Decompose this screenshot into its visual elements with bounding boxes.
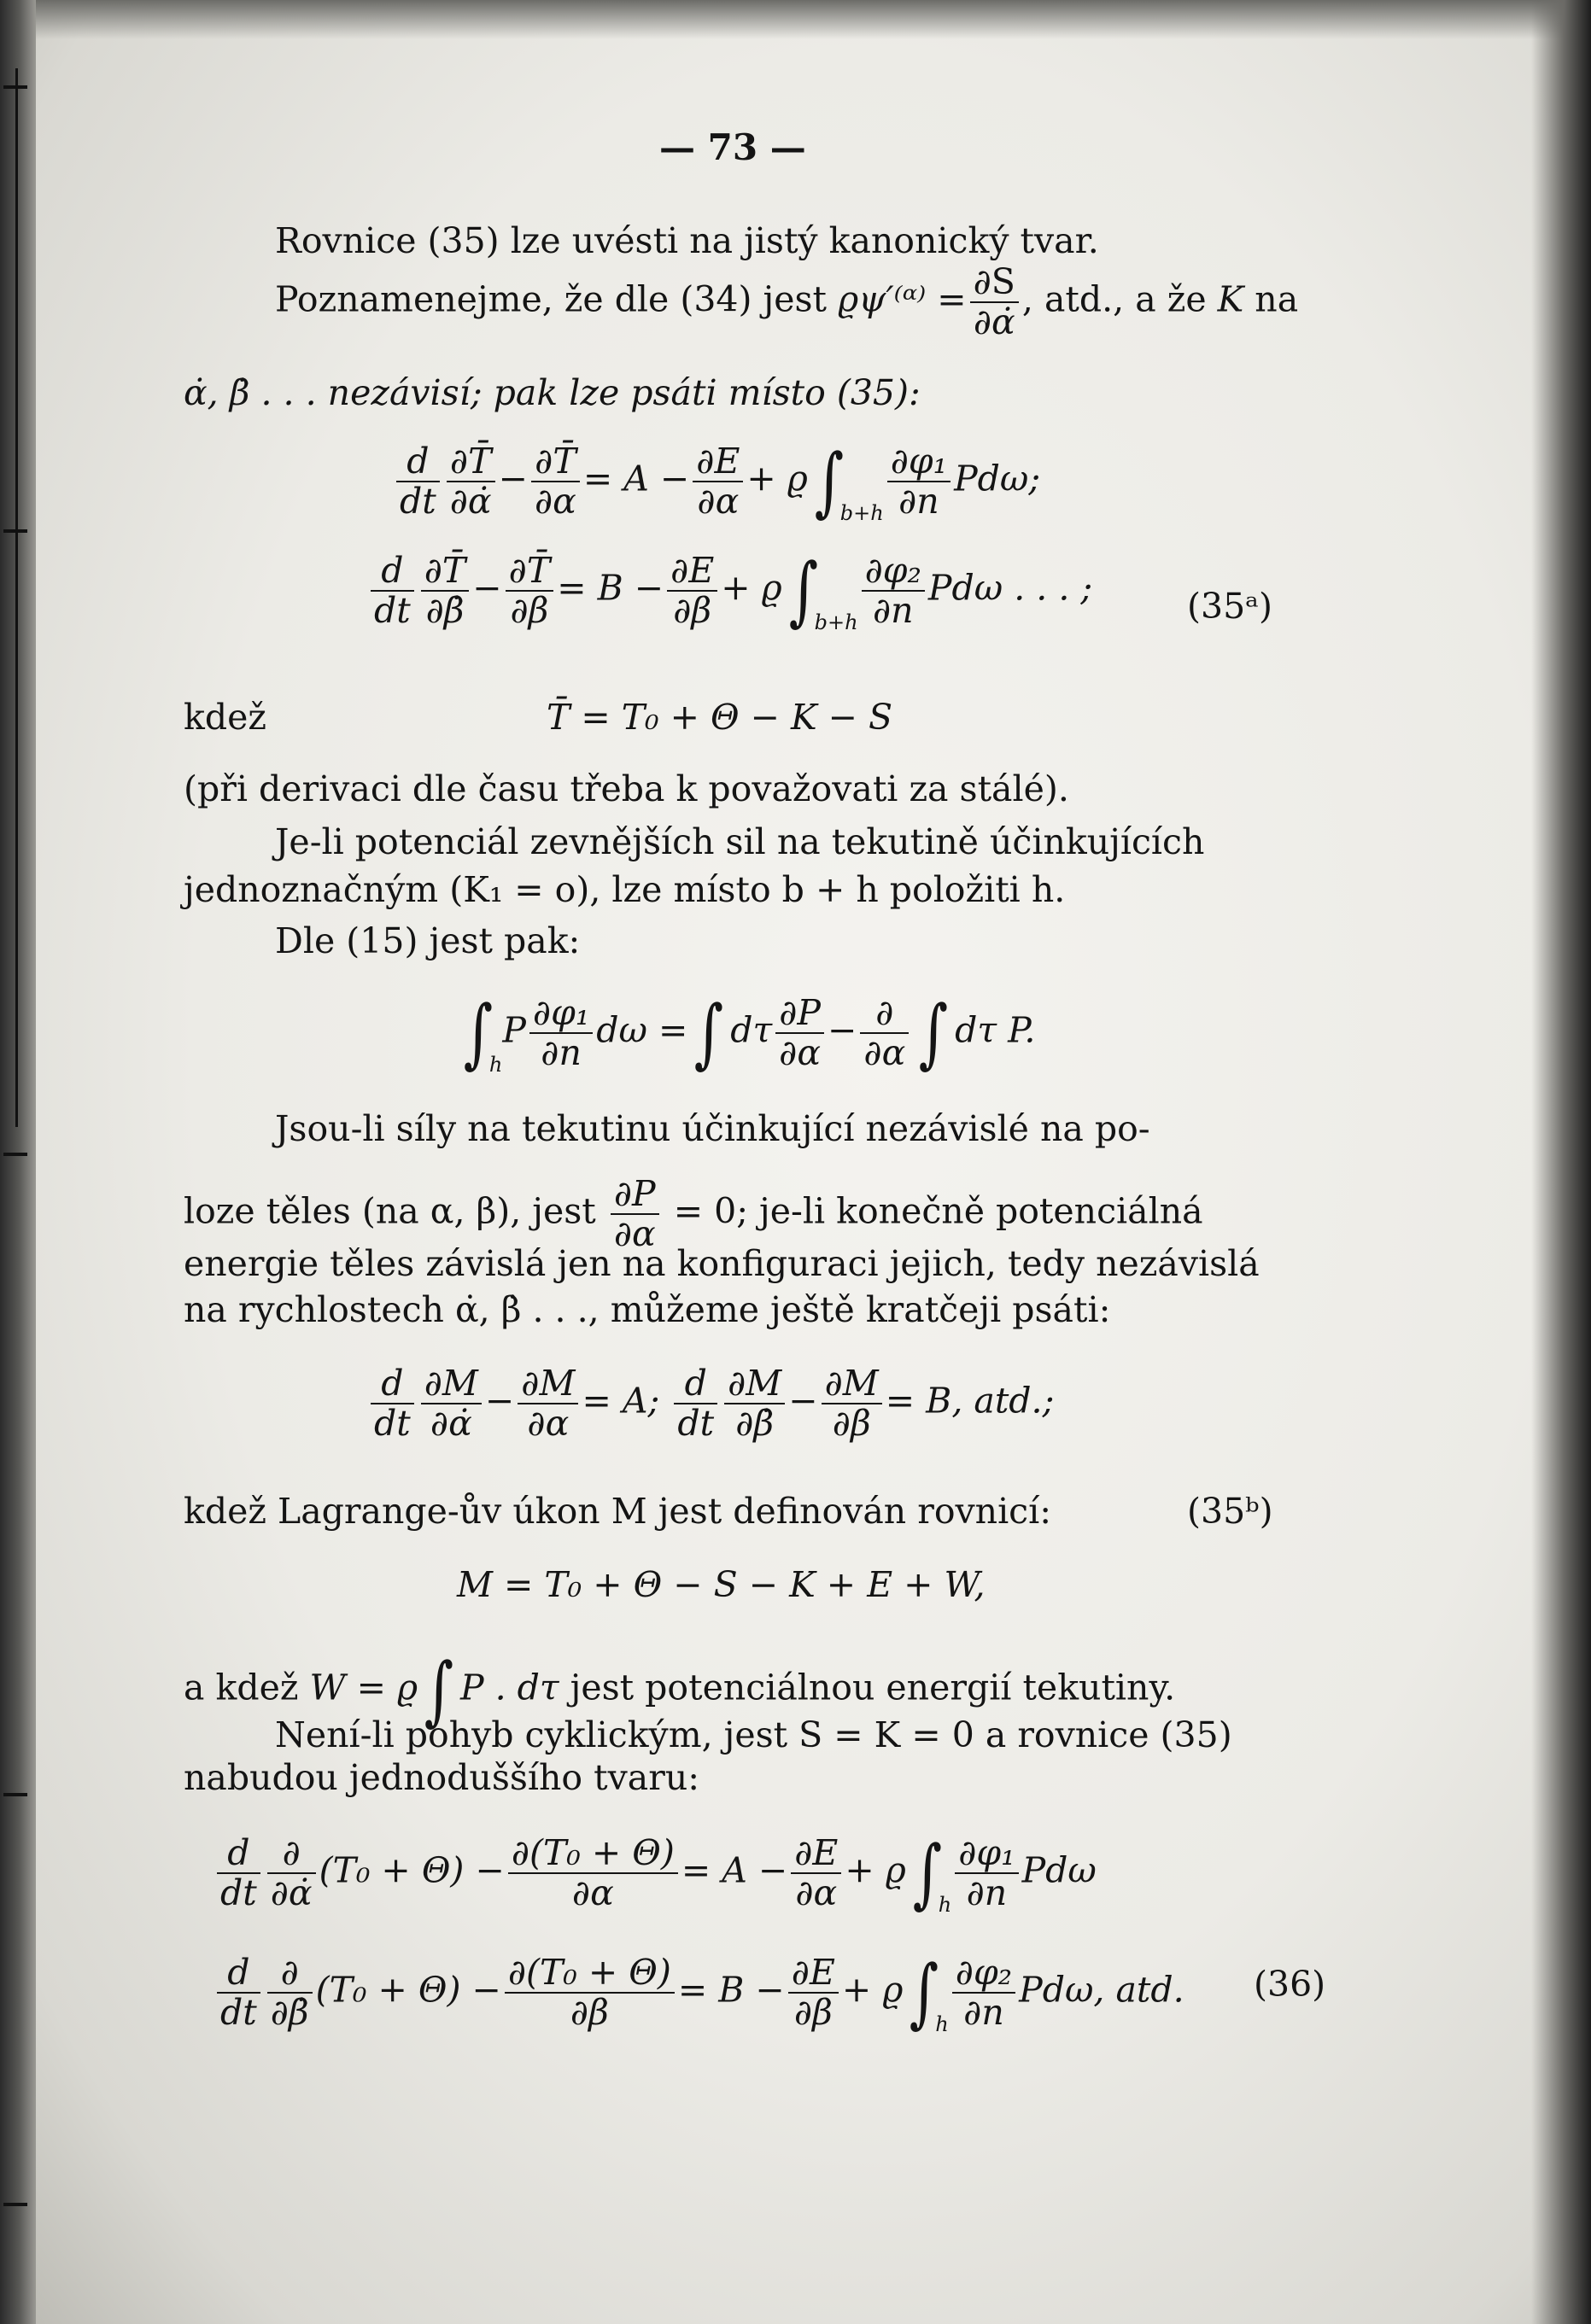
denominator: ∂α̇ — [973, 301, 1015, 342]
spine-mark — [3, 1153, 27, 1156]
fraction — [667, 550, 717, 631]
denominator: ∂α — [779, 1032, 822, 1073]
page-right-shadow — [1531, 0, 1591, 2324]
fraction — [724, 1363, 785, 1444]
denominator: ∂β̇ — [425, 590, 465, 631]
math-span: W = ϱ — [309, 1667, 418, 1708]
fraction — [217, 1832, 260, 1913]
denominator: ∂α — [697, 481, 740, 522]
numerator: ∂T̄ — [421, 553, 470, 592]
integral-sign: ∫ — [912, 1829, 943, 1917]
denominator: ∂β̇ — [270, 1992, 309, 2033]
fraction — [822, 1363, 882, 1444]
denominator: ∂n — [966, 1872, 1008, 1913]
numerator: ∂T̄ — [506, 553, 554, 592]
fraction — [267, 1832, 316, 1913]
equation-label: (35ᵃ) — [1187, 586, 1272, 627]
spine-binding-line — [15, 68, 18, 1127]
plus-sign: + — [841, 1969, 872, 2011]
equation-label: (35ᵇ) — [1187, 1491, 1273, 1532]
denominator: ∂α̇ — [449, 481, 492, 522]
fraction — [217, 1952, 260, 2033]
fraction — [371, 550, 414, 631]
minus-sign: − — [788, 1380, 818, 1422]
math-span: ϱ — [882, 1969, 904, 2011]
math-span: Pdω . . . ; — [927, 567, 1093, 609]
equation-line — [367, 546, 1093, 634]
numerator: ∂φ₂ — [952, 1955, 1015, 1994]
fraction — [674, 1363, 717, 1444]
math-span: K — [1217, 278, 1244, 320]
fraction — [447, 441, 495, 522]
math-span: = B − — [557, 567, 664, 609]
math-span: = B, atd.; — [885, 1380, 1055, 1422]
math-span: + ϱ — [721, 567, 782, 609]
text-line: jednoznačným (K₁ = o), lze místo b + h položiti h. — [184, 869, 1066, 910]
numerator: ∂M — [518, 1366, 578, 1404]
denominator: ∂β — [673, 590, 712, 631]
plus-sign: + — [845, 1849, 874, 1891]
text-span: loze těles (na α, β), jest — [184, 1190, 607, 1232]
fraction — [775, 992, 824, 1073]
equation-label: (36) — [1254, 1964, 1326, 2005]
fraction — [860, 992, 909, 1073]
fraction — [508, 1832, 678, 1913]
denominator: dt — [220, 1872, 257, 1913]
numerator: ∂E — [693, 444, 743, 482]
text-span: Poznamenejme, že dle (34) jest — [275, 278, 839, 320]
equation-line — [367, 1363, 1055, 1444]
math-span: = A; — [582, 1380, 660, 1422]
equation-line — [213, 1829, 1097, 1917]
math-span: ϱψ′⁽ᵅ⁾ = — [838, 278, 967, 320]
math-span: = A − — [681, 1849, 788, 1891]
fraction — [862, 550, 925, 631]
spine-mark — [3, 529, 27, 533]
math-span: (T₀ + Θ) − — [315, 1969, 501, 2011]
numerator: ∂M — [724, 1366, 785, 1404]
fraction — [529, 992, 593, 1073]
denominator: ∂n — [872, 590, 914, 631]
spine-mark — [3, 1793, 27, 1796]
math-span: dτ P. — [955, 1009, 1036, 1051]
denominator: ∂α — [863, 1032, 906, 1073]
numerator: d — [674, 1366, 717, 1404]
text-span: = 0; je-li konečně potenciálná — [662, 1190, 1203, 1232]
fraction — [970, 261, 1019, 342]
denominator: ∂α̇ — [430, 1403, 472, 1444]
integral-limit: h — [935, 2012, 949, 2036]
integral-sign: ∫ — [919, 989, 949, 1077]
numerator: ∂E — [667, 553, 717, 592]
numerator: ∂ — [860, 996, 909, 1034]
minus-sign: − — [498, 458, 528, 499]
integral-sign: ∫ — [814, 437, 845, 525]
numerator: ∂ — [267, 1836, 316, 1874]
fraction — [506, 550, 554, 631]
math-span: Pdω, atd. — [1019, 1969, 1184, 2011]
numerator: ∂M — [822, 1366, 882, 1404]
denominator: ∂α̇ — [270, 1872, 313, 1913]
text-line: nabudou jednoduššího tvaru: — [184, 1757, 700, 1798]
numerator: ∂T̄ — [447, 444, 495, 482]
math-span: P — [502, 1009, 526, 1051]
equation-line: T̄ = T₀ + Θ − K − S — [547, 697, 893, 738]
fraction — [531, 441, 580, 522]
fraction — [791, 1832, 841, 1913]
math-span: = A − — [582, 458, 690, 499]
denominator: dt — [374, 590, 411, 631]
fraction — [611, 1173, 659, 1254]
numerator: d — [371, 1366, 414, 1404]
integral-sign: ∫ — [910, 1948, 939, 2036]
denominator: ∂n — [963, 1992, 1004, 2033]
denominator: ∂n — [541, 1032, 582, 1073]
fraction — [518, 1363, 578, 1444]
integral-limit: b+h — [839, 500, 884, 525]
numerator: ∂(T₀ + Θ) — [508, 1836, 678, 1874]
integral-limit: b+h — [814, 610, 858, 634]
denominator: ∂β̇ — [735, 1403, 775, 1444]
text-line: Jsou-li síly na tekutinu účinkující nezávislé na po- — [275, 1108, 1150, 1149]
minus-sign: − — [472, 567, 502, 609]
numerator: ∂φ₁ — [529, 996, 593, 1034]
numerator: ∂φ₁ — [887, 444, 951, 482]
denominator: ∂α — [795, 1872, 838, 1913]
text-span: a kdež — [184, 1667, 310, 1708]
denominator: dt — [400, 481, 436, 522]
integral-sign: ∫ — [424, 1646, 454, 1734]
math-span: P . dτ — [460, 1667, 559, 1708]
math-span: dτ — [730, 1009, 773, 1051]
minus-sign: − — [828, 1009, 857, 1051]
integral-limit: h — [488, 1052, 503, 1077]
text-line: Není-li pohyb cyklickým, jest S = K = 0 a rovnice (35) — [275, 1714, 1232, 1755]
text-span: na — [1243, 278, 1299, 320]
equation-line — [457, 989, 1036, 1077]
spine-mark — [3, 85, 27, 89]
fraction — [421, 550, 470, 631]
denominator: ∂α — [613, 1213, 656, 1254]
denominator: ∂α — [571, 1872, 614, 1913]
denominator: dt — [677, 1403, 715, 1444]
math-span: (T₀ + Θ) − — [319, 1849, 505, 1891]
text-line: kdež — [184, 697, 266, 738]
text-line — [275, 261, 1299, 342]
denominator: ∂β — [570, 1992, 609, 2033]
numerator: ∂ — [267, 1955, 313, 1994]
denominator: ∂β — [510, 590, 549, 631]
denominator: dt — [374, 1403, 411, 1444]
math-span: = B − — [677, 1969, 785, 2011]
numerator: ∂T̄ — [531, 444, 580, 482]
integral-limit: h — [938, 1892, 952, 1917]
text-line: na rychlostech α̇, β̇ . . ., můžeme ještě kratčeji psáti: — [184, 1289, 1111, 1330]
equation-line — [213, 1948, 1184, 2036]
text-line: α̇, β̇ . . . nezávisí; pak lze psáti místo (35): — [184, 372, 921, 413]
text-line: Rovnice (35) lze uvésti na jistý kanonický tvar. — [275, 220, 1099, 261]
minus-sign: − — [484, 1380, 515, 1422]
equation-line: M = T₀ + Θ − S − K + E + W, — [457, 1564, 986, 1605]
equation-line — [393, 437, 1041, 525]
spine-mark — [3, 2203, 27, 2206]
math-span: Pdω — [1021, 1849, 1097, 1891]
numerator: d — [217, 1955, 260, 1994]
integral-sign: ∫ — [463, 989, 494, 1077]
denominator: ∂n — [898, 481, 939, 522]
text-line: Dle (15) jest pak: — [275, 920, 581, 961]
text-line: energie těles závislá jen na konfiguraci jejich, tedy nezávislá — [184, 1243, 1260, 1284]
numerator: ∂φ₂ — [862, 553, 925, 592]
denominator: ∂α — [534, 481, 576, 522]
denominator: ∂β — [832, 1403, 871, 1444]
fraction — [955, 1832, 1018, 1913]
math-span: dω = — [596, 1009, 688, 1051]
text-span: jest potenciálnou energií tekutiny. — [559, 1667, 1176, 1708]
numerator: ∂M — [421, 1366, 482, 1404]
fraction — [788, 1952, 839, 2033]
fraction — [396, 441, 440, 522]
numerator: ∂E — [791, 1836, 841, 1874]
page-top-shadow — [0, 0, 1591, 39]
text-line — [184, 1173, 1203, 1254]
numerator: ∂P — [775, 996, 824, 1034]
text-line: Je-li potenciál zevnějších sil na tekutině účinkujících — [275, 821, 1205, 862]
numerator: ∂E — [788, 1955, 839, 1994]
integral-sign: ∫ — [694, 989, 724, 1077]
numerator: d — [396, 444, 440, 482]
book-spine-edge — [0, 0, 36, 2324]
numerator: d — [371, 553, 414, 592]
text-line: (při derivaci dle času třeba k považovati za stálé). — [184, 768, 1069, 809]
text-span: , atd., a že — [1021, 278, 1218, 320]
fraction — [887, 441, 951, 522]
denominator: ∂α — [527, 1403, 570, 1444]
fraction — [421, 1363, 482, 1444]
fraction — [371, 1363, 414, 1444]
numerator: d — [217, 1836, 260, 1874]
fraction — [952, 1952, 1015, 2033]
math-span: + ϱ — [746, 458, 808, 499]
math-span: Pdω; — [954, 458, 1041, 499]
numerator: ∂(T₀ + Θ) — [505, 1955, 675, 1994]
math-span: ϱ — [885, 1849, 906, 1891]
numerator: ∂φ₁ — [955, 1836, 1018, 1874]
text-line: kdež Lagrange-ův úkon M jest definován rovnicí: — [184, 1491, 1052, 1532]
numerator: ∂P — [611, 1177, 659, 1215]
denominator: ∂β — [793, 1992, 833, 2033]
fraction — [267, 1952, 313, 2033]
fraction — [505, 1952, 675, 2033]
numerator: ∂S — [970, 265, 1019, 303]
integral-sign: ∫ — [788, 546, 818, 634]
denominator: dt — [220, 1992, 257, 2033]
fraction — [693, 441, 743, 522]
page-number: — 73 — — [659, 126, 806, 168]
